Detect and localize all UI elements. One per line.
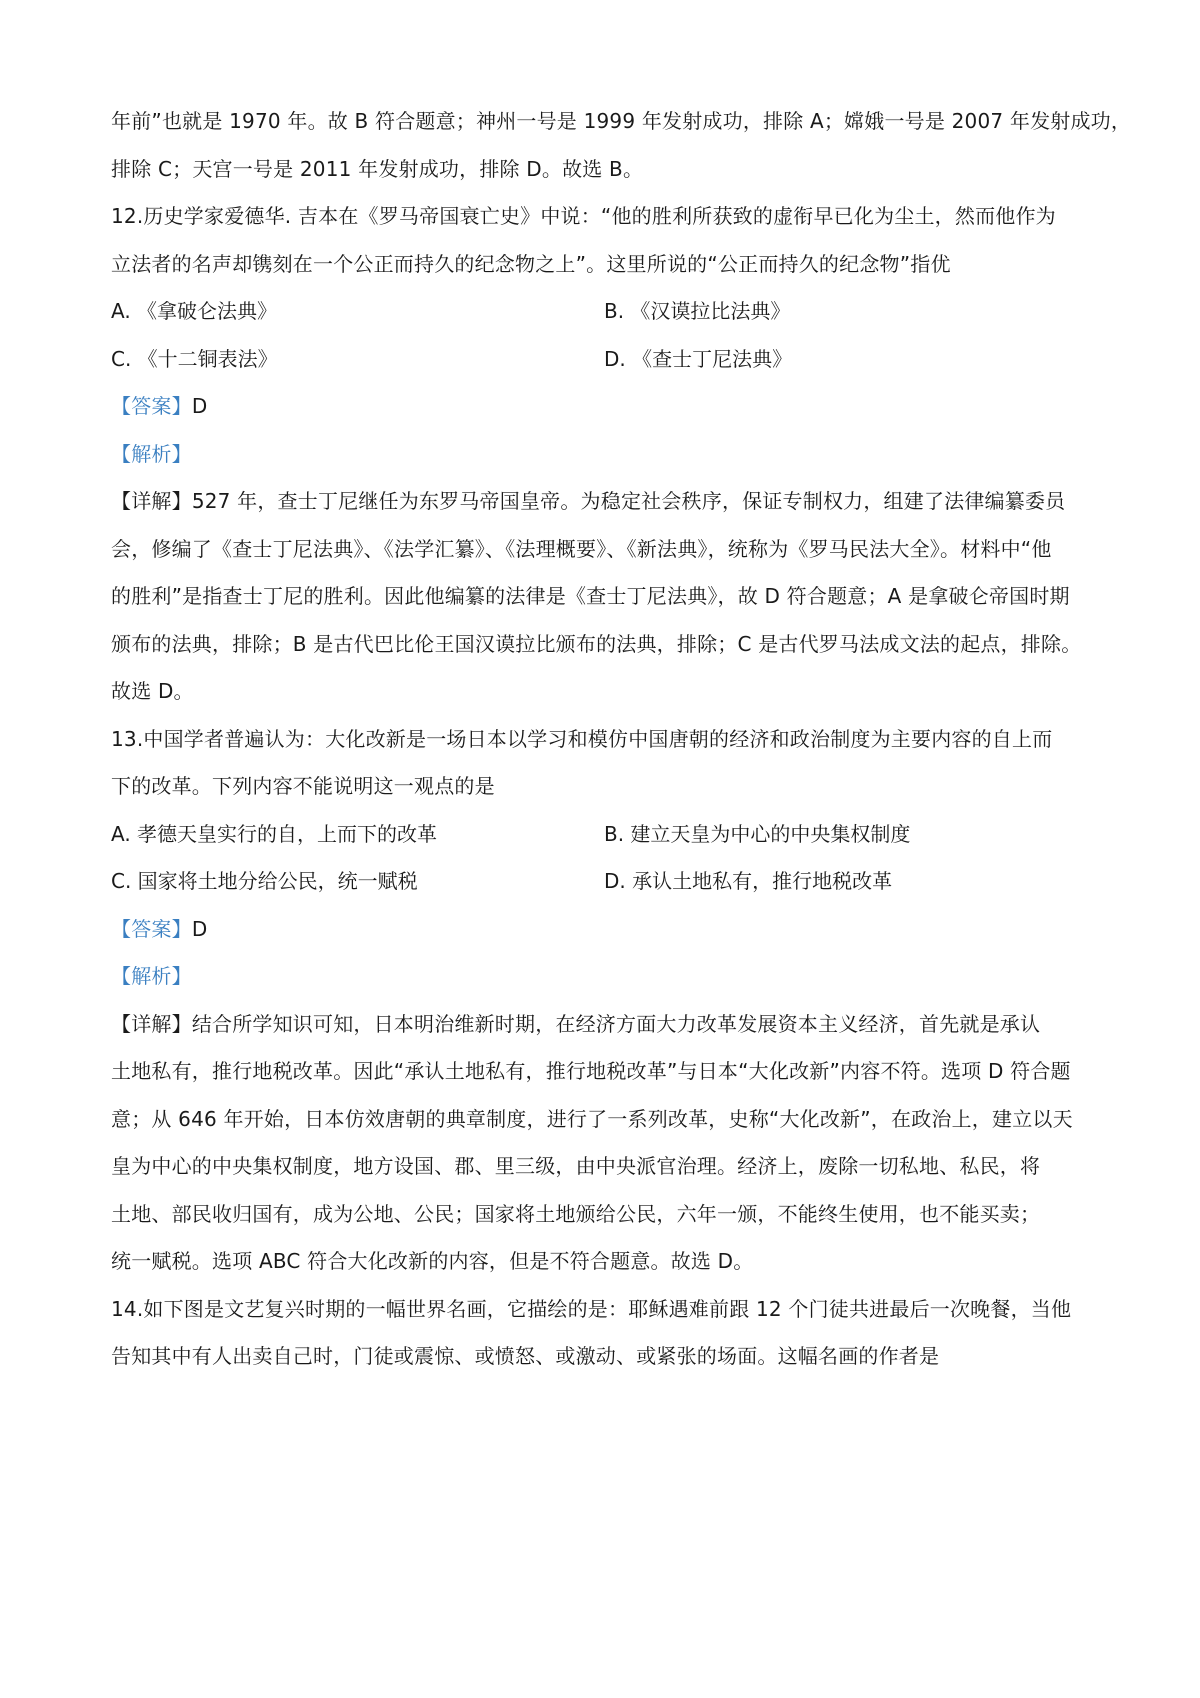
detail-line [111,1001,1101,1049]
answer-tag: 【答案】 [111,394,192,418]
analysis-tag: 【解析】 [111,441,192,466]
question-13-options-row-2 [111,858,1101,906]
question-13-stem: 13.中国学者普遍认为：大化改新是一场日本以学习和模仿中国唐朝的经济和政治制度为主要内容的自上而 [111,726,1053,751]
detail-line: 土地私有，推行地税改革。因此“承认土地私有，推行地税改革”与日本“大化改新”内容不符。选项 D 符合题 [111,1059,1071,1083]
option-c: C. 《十二铜表法》 [111,346,278,371]
detail-line: 故选 D。 [111,679,194,703]
paragraph-line: 年前”也就是 1970 年。故 B 符合题意；神州一号是 1999 年发射成功，排除 A；嫦娥一号是 2007 年发射成功， [111,109,1132,133]
question-13-stem: 下的改革。下列内容不能说明这一观点的是 [111,774,495,798]
detail-line: 土地、部民收归国有，成为公地、公民；国家将土地颁给公民，六年一颁，不能终生使用，也不能买卖； [111,1201,1041,1226]
option-b: B. 建立天皇为中心的中央集权制度 [604,821,911,846]
answer-line [111,906,1101,954]
answer-tag: 【答案】 [111,916,192,941]
analysis-line [111,953,1101,1001]
question-13-options-row-1 [111,811,1101,859]
question-12-stem: 立法者的名声却镌刻在一个公正而持久的纪念物之上”。这里所说的“公正而持久的纪念物”指优 [111,251,951,276]
detail-tag: 【详解】 [111,1011,192,1036]
answer-value: D [191,394,208,418]
paragraph-line: 排除 C；天宫一号是 2011 年发射成功，排除 D。故选 B。 [111,156,644,181]
detail-line [111,478,1101,526]
analysis-line [111,431,1101,479]
question-14-stem: 告知其中有人出卖自己时，门徒或震惊、或愤怒、或激动、或紧张的场面。这幅名画的作者是 [111,1344,940,1368]
option-b: B. 《汉谟拉比法典》 [604,299,791,323]
question-14-stem: 14.如下图是文艺复兴时期的一幅世界名画，它描绘的是：耶稣遇难前跟 12 个门徒共进最后一次晚餐，当他 [111,1296,1072,1321]
analysis-tag: 【解析】 [111,964,192,988]
detail-line: 颁布的法典，排除；B 是古代巴比伦王国汉谟拉比颁布的法典，排除；C 是古代罗马法成文法的起点，排除。 [111,631,1082,656]
detail-text: 结合所学知识可知，日本明治维新时期，在经济方面大力改革发展资本主义经济，首先就是承认 [191,1011,1041,1036]
detail-tag: 【详解】 [111,489,192,513]
detail-line: 统一赋税。选项 ABC 符合大化改新的内容，但是不符合题意。故选 D。 [111,1249,754,1273]
detail-line: 皇为中心的中央集权制度，地方设国、郡、里三级，由中央派官治理。经济上，废除一切私地、私民，将 [111,1154,1041,1178]
answer-value: D [191,916,208,941]
option-a: A. 《拿破仑法典》 [111,299,278,323]
detail-text: 527 年，查士丁尼继任为东罗马帝国皇帝。为稳定社会秩序，保证专制权力，组建了法律编纂委员 [191,489,1066,513]
question-12-options-row-2 [111,336,1101,384]
detail-line: 的胜利”是指查士丁尼的胜利。因此他编纂的法律是《查士丁尼法典》，故 D 符合题意；A 是拿破仑帝国时期 [111,584,1070,608]
question-12-options-row-1 [111,288,1101,336]
option-d: D. 《查士丁尼法典》 [604,346,793,371]
option-c: C. 国家将土地分给公民，统一赋税 [111,869,418,893]
detail-line: 意；从 646 年开始，日本仿效唐朝的典章制度，进行了一系列改革，史称“大化改新”，在政治上，建立以天 [111,1106,1073,1131]
document-page [111,98,1132,1381]
option-a: A. 孝德天皇实行的自，上而下的改革 [111,821,438,846]
detail-line: 会，修编了《查士丁尼法典》、《法学汇纂》、《法理概要》、《新法典》，统称为《罗马民法大全》。材料中“他 [111,536,1052,561]
answer-line [111,383,1101,431]
option-d: D. 承认土地私有，推行地税改革 [604,869,893,893]
question-12-stem: 12.历史学家爱德华. 吉本在《罗马帝国衰亡史》中说：“他的胜利所获致的虚衔早已化为尘土，然而他作为 [111,204,1056,228]
